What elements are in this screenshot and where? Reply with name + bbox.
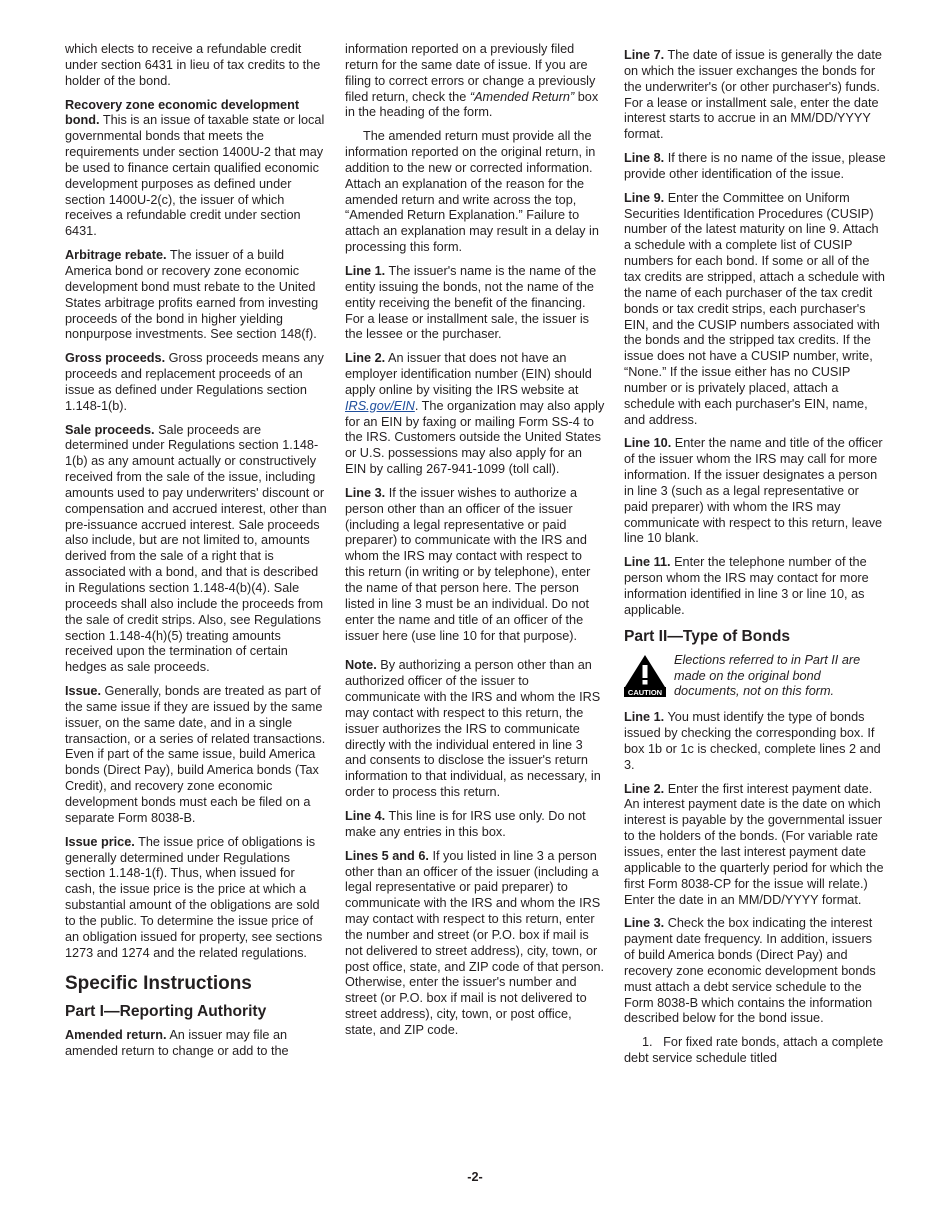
instruction-line-1: Line 1. The issuer's name is the name of the entity issuing the bonds, not the name of the entity receiving the benefit of the financing. For a lease or installment sale, the issuer is the lessee or the purchaser.: [345, 263, 597, 342]
instruction-line-11: Line 11. Enter the telephone number of the person whom the IRS may contact for more information identified in line 3 or line 10, as applicable.: [624, 555, 869, 617]
caution-icon: [624, 653, 668, 697]
instruction-line-4: Line 4. This line is for IRS use only. Do not make any entries in this box.: [345, 808, 586, 839]
term: Issue.: [65, 684, 101, 699]
term: Amended return.: [65, 1028, 167, 1043]
caution-note: [624, 653, 886, 701]
paragraph-amended-requirements: The amended return must provide all the information reported on the original return, in addition to the new or corrected information. Attach an explanation of the reason for the amended return and write across the top, “Amended Return Explanation.” Failure to attach an explanation may result in a delay in processing this form.: [345, 129, 599, 255]
term: Line 8.: [624, 151, 665, 166]
instruction-line-8: Line 8. If there is no name of the issue, please provide other identification of the issue.: [624, 151, 886, 181]
term: Note.: [345, 658, 377, 673]
term: Line 10.: [624, 436, 672, 451]
instruction-line-2: Line 2. An issuer that does not have an employer identification number (EIN) should apply online by visiting the IRS website at IRS.gov/EIN. The organization may also apply for an EIN by faxing or mailing Form SS-4 to the IRS. Customers outside the United States or U.S. possessions may also apply for an EIN by calling 267-941-1099 (toll call).: [345, 351, 605, 477]
instruction-line-3: Line 3. If the issuer wishes to authorize a person other than an officer of the issuer (including a legal representative or paid preparer) to communicate with the IRS and whom the IRS may contact with respect to this return (in writing or by telephone), enter the name of that person here. The person listed in line 3 must be an individual. Do not enter the name and title of an officer of the issuer here (use line 10 for that purpose).: [345, 485, 591, 643]
term: Line 1.: [624, 710, 665, 725]
instruction-line-9: Line 9. Enter the Committee on Uniform Securities Identification Procedures (CUSIP) number of the latest maturity on line 9. Attach a schedule with a complete list of CUSIP numbers for each bond. If some or all of the tax credits are stripped, attach a schedule with the name of each purchaser of the tax credit bonds or tax credit strips, each purchaser's EIN, and the CUSIP numbers associated with the bonds and the stripped tax credits. If the issue does not have a CUSIP number, write, “None.” If the issue either has no CUSIP number or is privately placed, attach a schedule with each purchaser's EIN, name, and address.: [624, 190, 885, 427]
term: Line 11.: [624, 555, 671, 570]
page-number: -2-: [467, 1170, 483, 1184]
term: Arbitrage rebate.: [65, 248, 167, 263]
paragraph-amended-continued: information reported on a previously filed return for the same date of issue. If you are filing to correct errors or change a previously filed return, check the “Amended Return” box in the heading of the form.: [345, 42, 599, 120]
caution-triangle-icon: [624, 653, 666, 697]
instruction-part2-line-2: Line 2. Enter the first interest payment date. An interest payment date is the date on which interest is payable by the governmental issuer to the holders of the bonds. (For variable rate issues, enter the last interest payment date applicable to the quarterly period for which the first Form 8038-CP for the issue will relate.) Enter the date in an MM/DD/YYYY format.: [624, 781, 884, 907]
caution-label: CAUTION: [627, 687, 663, 697]
term: Gross proceeds.: [65, 351, 166, 366]
irs-ein-link[interactable]: IRS.gov/EIN: [345, 398, 415, 413]
instruction-line-10: Line 10. Enter the name and title of the officer of the issuer whom the IRS may call for more information. If the issuer designates a person in line 3 (such as a legal representative or paid preparer) with whom the IRS may communicate with respect to this return, leave line 10 blank.: [624, 436, 883, 546]
term: Line 3.: [624, 916, 665, 931]
term: Line 7.: [624, 48, 665, 62]
definition-gross-proceeds: Gross proceeds. Gross proceeds means any proceeds and replacement proceeds of an issue as defined under Regulations section 1.148-1(b).: [65, 351, 324, 413]
note-authorization: Note. By authorizing a person other than an authorized officer of the issuer to communicate with the IRS and whom the IRS may contact with respect to this return, the issuer authorizes the IRS to communicate directly with the individual entered in line 3 and consents to disclose the issuer's return information to that individual, as necessary, in order to process this return.: [345, 658, 601, 800]
term: Line 4.: [345, 808, 386, 823]
caution-text: Elections referred to in Part II are made on the original bond documents, not on this form.: [674, 652, 861, 699]
heading-part-2: Part II—Type of Bonds: [624, 627, 791, 645]
definition-issue: Issue. Generally, bonds are treated as part of the same issue if they are issued by the same issuer, on the same date, and in a single transaction, or a series of related transactions. Even if part of the same issue, build America bonds (Direct Pay), build America bonds (Tax Credit), and recovery zone economic development bonds must each be filed on a separate Form 8038-B.: [65, 684, 326, 825]
column-right: [624, 48, 886, 1075]
paragraph-refundable-credit: which elects to receive a refundable credit under section 6431 in lieu of tax credits to the holder of the bond.: [65, 42, 321, 88]
term: Recovery zone economic development bond.: [65, 97, 300, 128]
instruction-line-7: Line 7. The date of issue is generally the date on which the issuer exchanges the bonds for the underwriter's (or other purchaser's) funds. For a lease or installment sale, enter the date interest starts to accrue in an MM/DD/YYYY format.: [624, 48, 882, 142]
term: Line 2.: [624, 781, 665, 796]
term: Issue price.: [65, 834, 135, 849]
term: Line 3.: [345, 485, 386, 500]
definition-arbitrage-rebate: Arbitrage rebate. The issuer of a build America bond or recovery zone economic development bond must rebate to the United States arbitrage profits earned from investing proceeds of the bond in higher yielding nonpurpose investments. See section 148(f).: [65, 248, 319, 342]
term: Line 9.: [624, 190, 665, 205]
instruction-part2-line-3: Line 3. Check the box indicating the interest payment date frequency. In addition, issuers of build America bonds (Direct Pay) and recovery zone economic development bonds must attach a debt service schedule to the Form 8038-B which contains the information described below for the bond issue.: [624, 916, 876, 1026]
heading-specific-instructions: Specific Instructions: [65, 973, 252, 995]
definition-issue-price: Issue price. The issue price of obligations is generally determined under Regulations section 1.148-1(f). Thus, when issued for cash, the issue price is the price at which a substantial amount of the obligations are sold to the public. To determine the issue price of an obligation issued for property, see sections 1273 and 1274 and the related regulations.: [65, 834, 323, 960]
instruction-lines-5-6: Lines 5 and 6. If you listed in line 3 a person other than an officer of the issuer (including a legal representative or paid preparer) to communicate with the IRS and whom the IRS may contact with respect to this return, enter the number and street (or P.O. box if mail is not delivered to street address), city, town, or post office, state, and ZIP code of that person. Otherwise, enter the issuer's number and street (or P.O. box if mail is not delivered to street address), city, town, or post office, state, and ZIP code.: [345, 848, 605, 1037]
definition-sale-proceeds: Sale proceeds. Sale proceeds are determined under Regulations section 1.148-1(b) as any amount actually or constructively received from the sale of the issue, including amounts used to pay underwriters' discount or compensation and accrued interest, other than pre-issuance accrued interest. Sale proceeds also include, but are not limited to, amounts derived from the sale of a right that is associated with a bond, and that is described in Regulations section 1.148-4(b)(4). Sale proceeds shall also include the proceeds from the sale of credit strips. Also, see Regulations section 1.148-4(h)(5) treating amounts received upon the termination of certain hedges as sale proceeds.: [65, 422, 327, 675]
instruction-amended-return: Amended return. An issuer may file an amended return to change or add to the: [65, 1028, 289, 1059]
term: Line 1.: [345, 263, 386, 278]
term: Lines 5 and 6.: [345, 848, 429, 863]
list-item-fixed-rate: 1. For fixed rate bonds, attach a complete debt service schedule titled: [624, 1035, 887, 1066]
column-left: [65, 42, 327, 1068]
term: Sale proceeds.: [65, 422, 155, 437]
column-middle: [345, 42, 605, 1047]
term: Line 2.: [345, 351, 386, 366]
instruction-part2-line-1: Line 1. You must identify the type of bonds issued by checking the corresponding box. If box 1b or 1c is checked, complete lines 2 and 3.: [624, 710, 881, 772]
heading-part-1: Part I—Reporting Authority: [65, 1003, 267, 1021]
definition-recovery-zone-bond: Recovery zone economic development bond. This is an issue of taxable state or local governmental bonds that meets the requirements under section 1400U-2 that may be used to finance certain qualified economic development purposes as defined under section 1400U-2(c), the issuer of which receives a refundable credit under section 6431.: [65, 97, 325, 239]
